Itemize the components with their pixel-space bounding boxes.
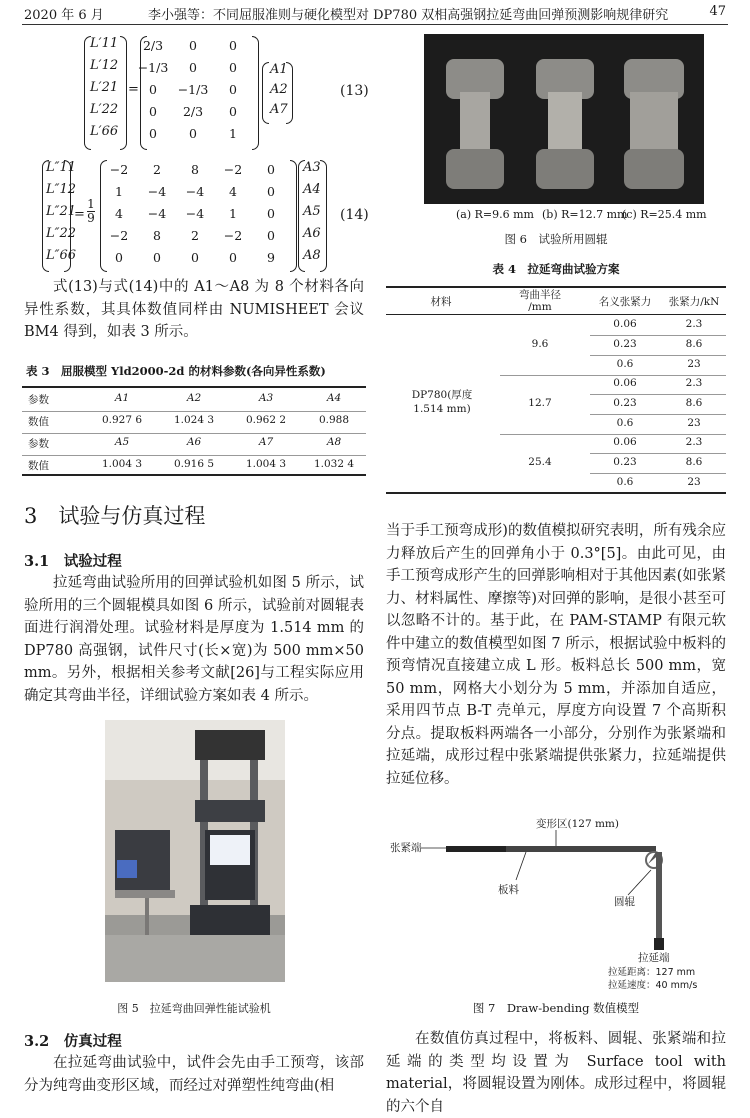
equation-lhs-term: L′11 [90, 36, 119, 51]
figure7-caption: 图 7 Draw-bending 数值模型 [472, 1001, 640, 1015]
table4-group-rule [500, 434, 726, 435]
table4-tension-kn: 2.3 [685, 436, 703, 448]
table4-row-rule [590, 355, 726, 356]
table3-row-rule [22, 411, 366, 412]
table4-row-rule [590, 473, 726, 474]
table4-radius: 9.6 [531, 338, 549, 350]
table4-material: DP780(厚度 1.514 mm) [411, 389, 473, 415]
table4-nominal-tension: 0.23 [613, 338, 637, 350]
label-deform-zone: 变形区(127 mm) [536, 818, 619, 830]
table3-cell: 数值 [28, 416, 49, 428]
equation-lhs-term: L′12 [90, 58, 119, 73]
testing-machine-image [105, 720, 285, 982]
matrix-cell: 0 [149, 126, 157, 141]
table4-radius: 12.7 [528, 397, 552, 409]
equation-rhs-term: A5 [303, 204, 321, 219]
fraction-1-9: 1 9 [87, 197, 95, 225]
matrix-cell: 0 [149, 82, 157, 97]
figure6-sublabel-c: (c) R=25.4 mm [622, 208, 707, 221]
equation-rhs-term: A7 [270, 102, 288, 117]
table3-cell: 1.024 3 [173, 414, 215, 426]
figure6-photo [424, 34, 704, 204]
matrix-cell: 1 [115, 184, 123, 199]
equation-rhs-term: A3 [303, 160, 321, 175]
equation-lhs-term: L″22 [46, 226, 77, 241]
matrix-cell: 2 [153, 162, 161, 177]
matrix-cell: −1/3 [137, 60, 169, 75]
matrix-cell: −2 [109, 162, 129, 177]
table3-cell: 参数 [28, 394, 49, 406]
table3-cell: 0.988 [318, 414, 350, 426]
matrix-cell: 8 [191, 162, 199, 177]
table4-header: 张紧力/kN [668, 296, 720, 308]
matrix-cell: 8 [153, 228, 161, 243]
matrix-cell: −1/3 [177, 82, 209, 97]
label-draw-distance: 拉延距离：127 mm [608, 967, 696, 978]
table4-radius: 25.4 [528, 456, 552, 468]
table3-cell: A7 [258, 436, 274, 448]
table3-cell: 参数 [28, 438, 49, 450]
matrix-cell: 0 [229, 60, 237, 75]
matrix-cell: 0 [267, 206, 275, 221]
matrix-cell: 0 [149, 104, 157, 119]
table4-nominal-tension: 0.06 [613, 318, 637, 330]
matrix-cell: 2/3 [182, 104, 204, 119]
table4-tension-kn: 8.6 [685, 456, 703, 468]
equation-rhs-term: A2 [270, 82, 288, 97]
paragraph-3-2: 在拉延弯曲试验中，试件会先由手工预弯，该部分为纯弯曲变形区域，而经过对弹塑性纯弯曲(相 [24, 1055, 364, 1094]
equation-13: L′11 L′12 L′21 L′22 L′66 = 2/3 0 0 −1/3 0 0 0 −1/3 0 0 2/3 0 0 0 1 A1 A2 A7 (13) [0, 0, 380, 160]
table3-cell: 1.004 3 [245, 458, 287, 470]
table4-tension-kn: 23 [687, 358, 701, 370]
equation-lhs-term: L″21 [46, 204, 77, 219]
equation-number: (13) [340, 83, 369, 99]
section-heading-3: 3 试验与仿真过程 [24, 504, 206, 528]
table4-title: 表 4 拉延弯曲试验方案 [492, 262, 620, 276]
matrix-cell: 4 [115, 206, 123, 221]
matrix-cell: 0 [189, 126, 197, 141]
matrix-cell: 0 [267, 162, 275, 177]
bracket [320, 160, 327, 272]
figure5-photo [105, 720, 285, 982]
header-title: 李小强等：不同屈服准则与硬化模型对 DP780 双相高强钢拉延弯曲回弹预测影响规律研究 [148, 8, 669, 23]
table4-row-rule [590, 453, 726, 454]
matrix-cell: 0 [229, 250, 237, 265]
table4-group-rule [500, 375, 726, 376]
table4-row-rule [590, 394, 726, 395]
equation-lhs-term: L′22 [90, 102, 119, 117]
table3-cell: 0.916 5 [173, 458, 215, 470]
paragraph-3-1: 拉延弯曲试验所用的回弹试验机如图 5 所示，试验所用的三个圆辊模具如图 6 所示，试验前对圆辊表面进行润滑处理。试验材料是厚度为 1.514 mm 的 DP780 高强钢，试件尺寸(长×宽)为 500 mm×50 mm。另外，根据相关参考文献[26]与工程实际应用确定其弯曲半径，详细试验方案如表 4 所示。 [24, 575, 364, 704]
figure7-diagram [386, 820, 726, 1000]
table3-title: 表 3 屈服模型 Yld2000-2d 的材料参数(各向异性系数) [26, 364, 326, 378]
matrix-cell: 0 [153, 250, 161, 265]
table4-nominal-tension: 0.6 [616, 358, 634, 370]
table3-cell: 数值 [28, 460, 49, 472]
rollers-image [424, 34, 704, 204]
table4-nominal-tension: 0.23 [613, 397, 637, 409]
label-draw-end: 拉延端 [638, 952, 670, 964]
matrix-cell: 2 [191, 228, 199, 243]
matrix-cell: −4 [147, 206, 167, 221]
figure6-caption: 图 6 试验所用圆辊 [504, 232, 608, 246]
equation-lhs-term: L″66 [46, 248, 77, 263]
matrix-cell: 2/3 [142, 38, 164, 53]
table4-header: 材料 [430, 296, 452, 308]
table4-nominal-tension: 0.06 [613, 377, 637, 389]
section-heading-3-1: 3.1 试验过程 [24, 553, 122, 570]
label-roller: 圆辊 [614, 896, 635, 908]
table3-cell: A6 [186, 436, 202, 448]
matrix-cell: 0 [191, 250, 199, 265]
equation-rhs-term: A4 [303, 182, 321, 197]
table4-header: 名义张紧力 [598, 296, 652, 308]
table3-row-rule [22, 433, 366, 434]
figure5-caption: 图 5 拉延弯曲回弹性能试验机 [117, 1002, 271, 1015]
table3-cell: 1.032 4 [313, 458, 355, 470]
matrix-cell: −2 [223, 228, 243, 243]
paragraph-right-1: 当于手工预弯成形)的数值模拟研究表明，所有残余应力释放后产生的回弹角小于 0.3°[5]。由此可见，由手工预弯成形产生的回弹影响相对于其他因素(如张紧力、材料属性、摩擦等)对回弹的影响，是很小甚至可以忽略不计的。基于此，在 PAM-STAMP 有限元软件中建立的数值模型如图 7 所示，根据试验中板料的预弯情况直接建立成 L 形。板料总长 500 mm，宽 50 mm，网格大小划分为 5 mm，并添加自适应，采用四节点 B-T 壳单元，厚度方向设置 7 个高斯积分点。提取板料两端各一小部分，分别作为张紧端和拉延端，成形过程中张紧端提供张紧力，拉延端提供拉延位移。 [386, 523, 726, 787]
table4-row-rule [590, 414, 726, 415]
table3-cell: A3 [258, 392, 274, 404]
table3-cell: A2 [186, 392, 202, 404]
table4-nominal-tension: 0.6 [616, 476, 634, 488]
table4-tension-kn: 23 [687, 417, 701, 429]
table3-row-rule [22, 455, 366, 456]
equation-rhs-term: A6 [303, 226, 321, 241]
header-date: 2020 年 6 月 [24, 8, 104, 23]
equation-lhs-term: L″12 [46, 182, 77, 197]
matrix-cell: 1 [229, 206, 237, 221]
matrix-cell: 0 [229, 82, 237, 97]
table3-cell: A5 [114, 436, 130, 448]
matrix-cell: 0 [267, 228, 275, 243]
matrix-cell: 1 [229, 126, 237, 141]
table4-nominal-tension: 0.06 [613, 436, 637, 448]
matrix-cell: 0 [229, 104, 237, 119]
matrix-cell: 0 [115, 250, 123, 265]
matrix-cell: 0 [189, 60, 197, 75]
table4-row-rule [590, 335, 726, 336]
paragraph-right-2: 在数值仿真过程中，将板料、圆辊、张紧端和拉延端的类型均设置为 Surface tool with material，将圆辊设置为刚体。成形过程中，将圆辊的六个自 [386, 1031, 726, 1115]
matrix-cell: 4 [229, 184, 237, 199]
label-sheet: 板料 [498, 884, 519, 896]
section-heading-3-2: 3.2 仿真过程 [24, 1033, 122, 1050]
matrix-cell: 9 [267, 250, 275, 265]
label-draw-speed: 拉延速度：40 mm/s [608, 980, 698, 991]
figure6-sublabel-a: (a) R=9.6 mm [456, 208, 534, 221]
figure6-sublabel-b: (b) R=12.7 mm [542, 208, 628, 221]
matrix-cell: −4 [147, 184, 167, 199]
matrix-cell: −4 [185, 206, 205, 221]
header-page-number: 47 [709, 4, 726, 19]
table4-nominal-tension: 0.6 [616, 417, 634, 429]
table4-tension-kn: 2.3 [685, 318, 703, 330]
equation-lhs-term: L′66 [90, 124, 119, 139]
table3-cell: 0.962 2 [245, 414, 287, 426]
equation-14: L″11 L″12 L″21 L″22 L″66 = 1 9 −2 2 8 −2 0 1 −4 −4 4 0 4 −4 −4 1 0 −2 8 2 −2 0 0 0 0 0 9 A3 A4 A5 A6 A8 (14) [0, 0, 380, 280]
matrix-cell: −4 [185, 184, 205, 199]
equation-rhs-term: A8 [303, 248, 321, 263]
equation-number: (14) [340, 207, 369, 223]
equation-lhs-term: L′21 [90, 80, 119, 95]
equation-lhs-term: L″11 [46, 160, 77, 175]
table3-cell: 1.004 3 [101, 458, 143, 470]
table3-cell: A4 [326, 392, 342, 404]
bracket [290, 160, 297, 272]
matrix-cell: −2 [223, 162, 243, 177]
table3-cell: A8 [326, 436, 342, 448]
table3-cell: A1 [114, 392, 130, 404]
table4-tension-kn: 23 [687, 476, 701, 488]
matrix-cell: 0 [229, 38, 237, 53]
table3-cell: 0.927 6 [101, 414, 143, 426]
table4-tension-kn: 8.6 [685, 338, 703, 350]
paragraph-eq-explanation: 式(13)与式(14)中的 A1～A8 为 8 个材料各向异性系数，其具体数值同样由 NUMISHEET 会议 BM4 得到，如表 3 所示。 [24, 279, 364, 340]
table4-header: 弯曲半径 /mm [519, 289, 561, 313]
bracket [64, 160, 71, 272]
table4-header-rule [386, 314, 726, 315]
matrix-cell: 0 [267, 184, 275, 199]
table4-nominal-tension: 0.23 [613, 456, 637, 468]
equation-rhs-term: A1 [270, 62, 288, 77]
table4-tension-kn: 8.6 [685, 397, 703, 409]
matrix-cell: −2 [109, 228, 129, 243]
table4-tension-kn: 2.3 [685, 377, 703, 389]
matrix-cell: 0 [189, 38, 197, 53]
label-tension-end: 张紧端 [390, 842, 422, 854]
